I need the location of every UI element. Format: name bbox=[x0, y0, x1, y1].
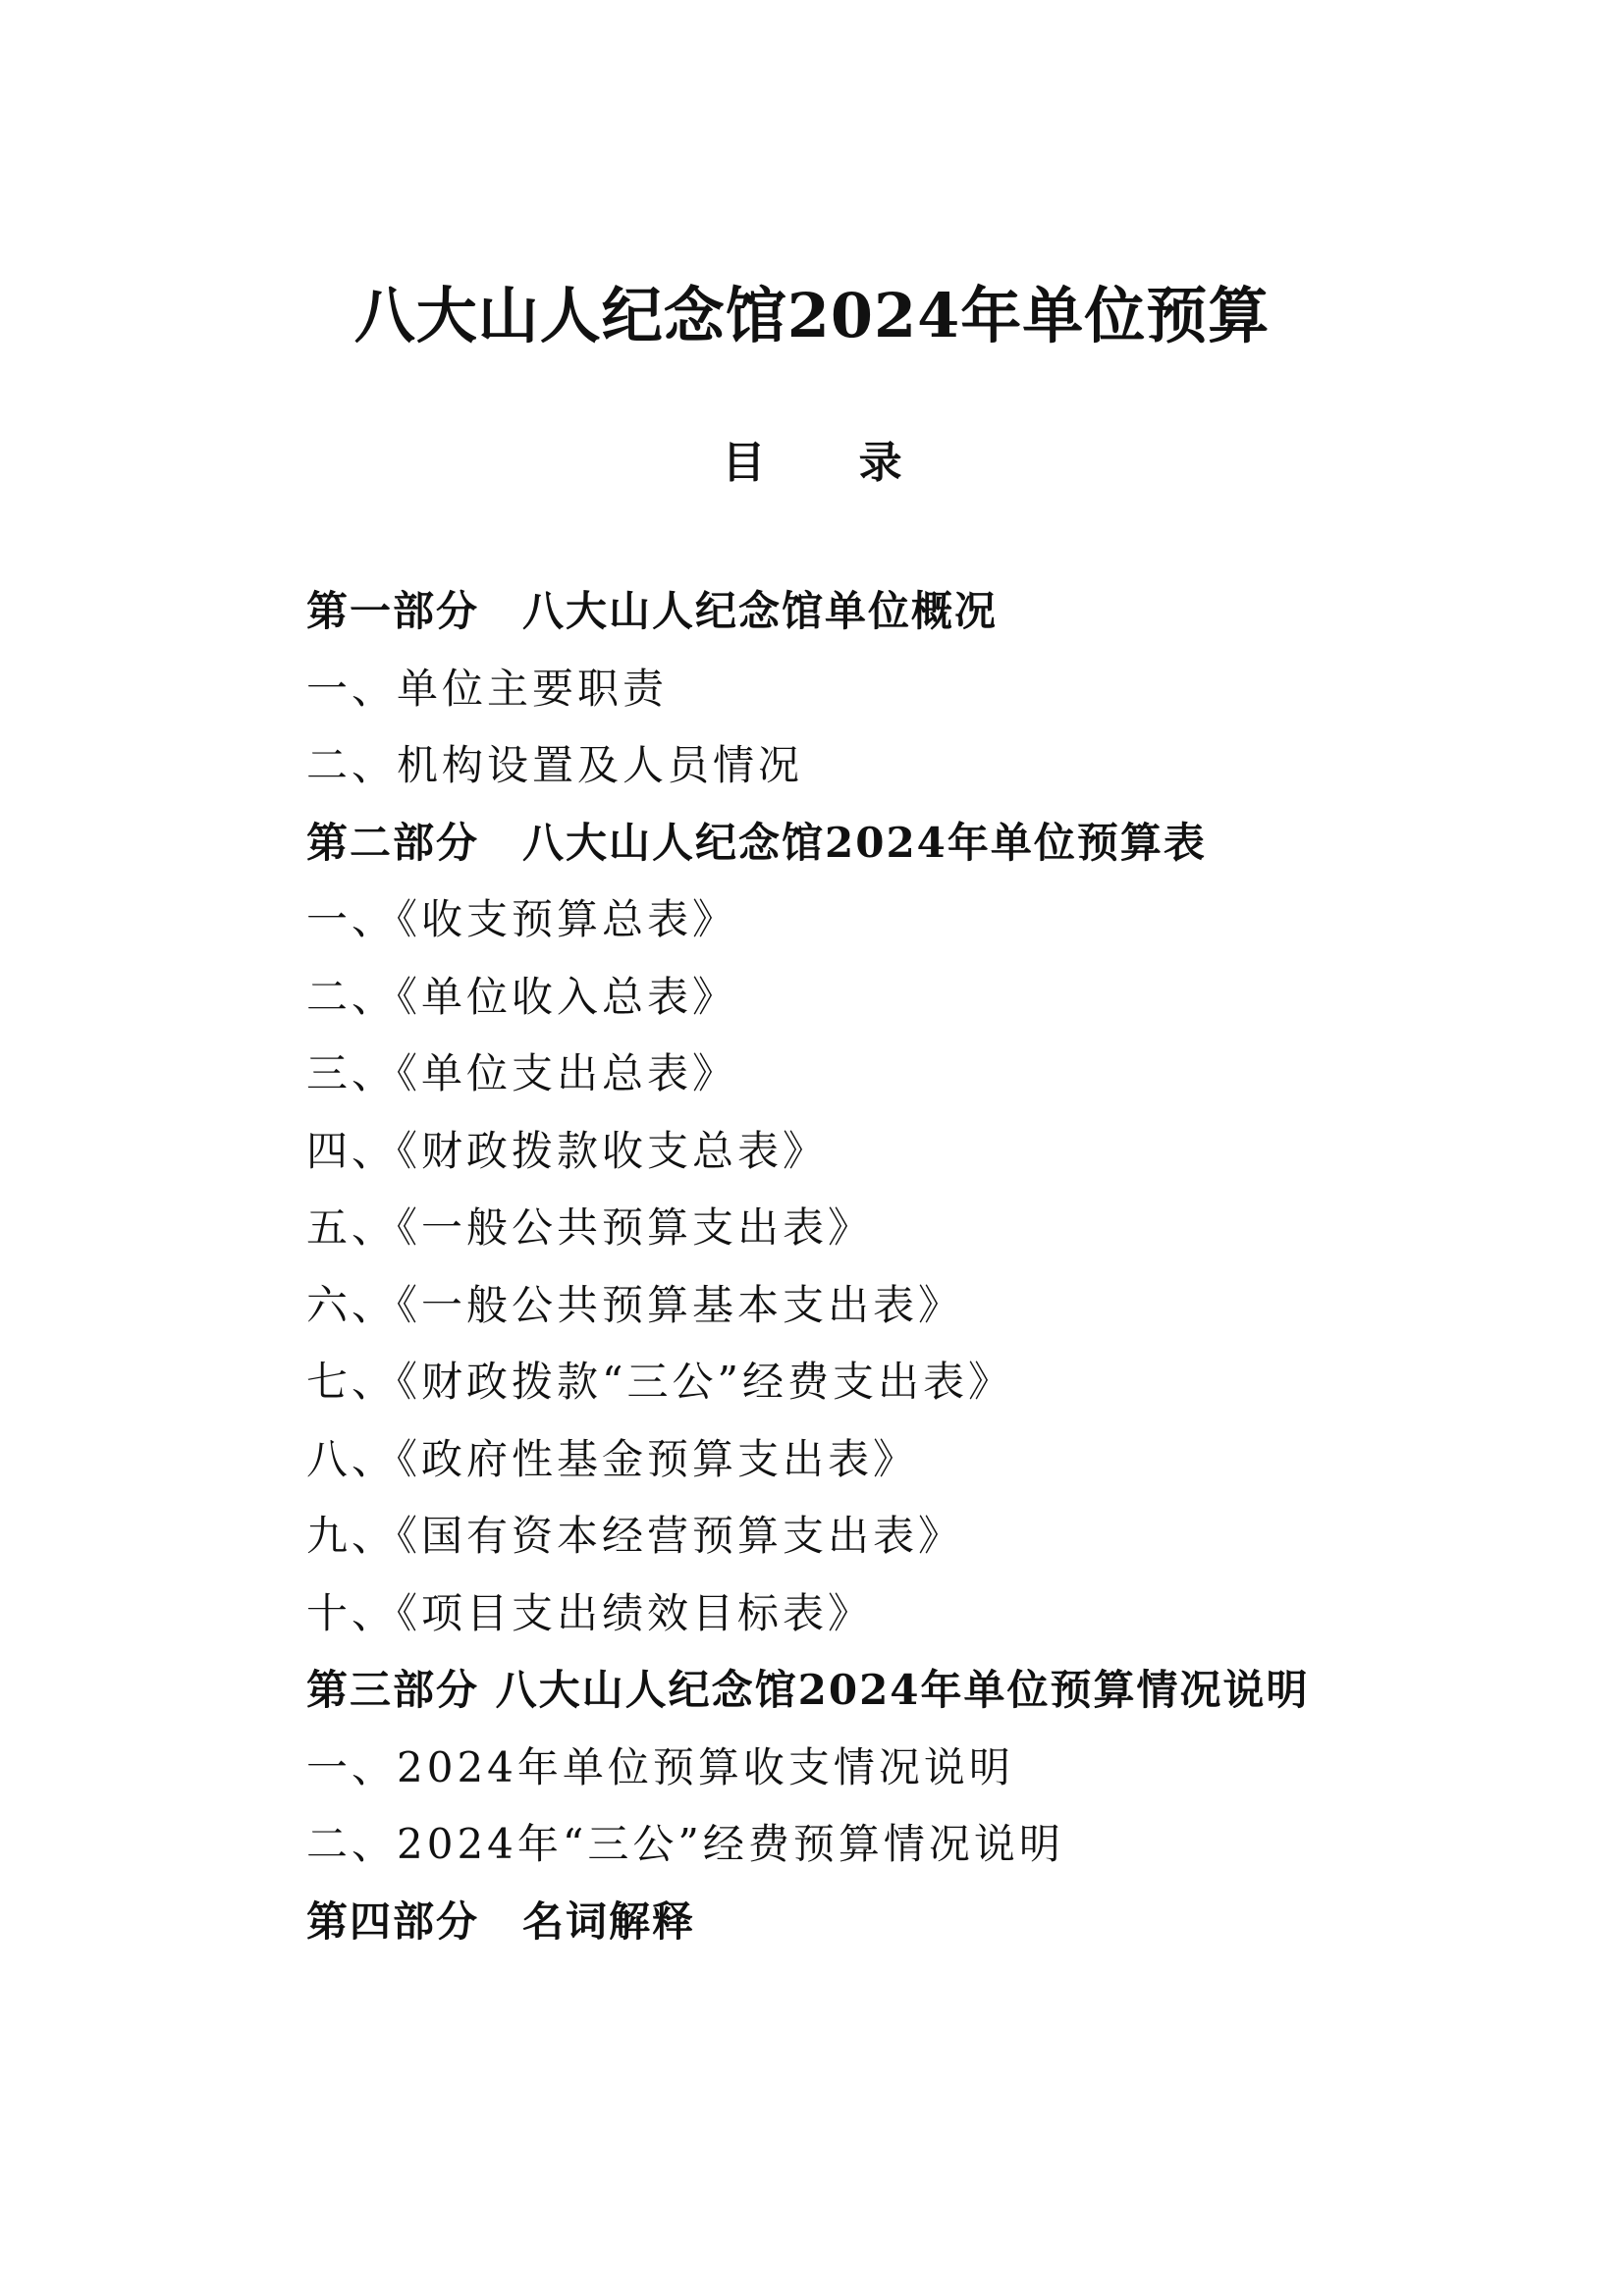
toc-part-heading: 第一部分 八大山人纪念馆单位概况 bbox=[306, 587, 999, 635]
toc-entry: 八、《政府性基金预算支出表》 bbox=[306, 1434, 919, 1483]
document-title: 八大山人纪念馆2024年单位预算 bbox=[353, 280, 1271, 351]
toc-entry: 五、《一般公共预算支出表》 bbox=[306, 1203, 874, 1252]
toc-entry: 七、《财政拨款“三公”经费支出表》 bbox=[306, 1358, 1013, 1406]
toc-part-heading: 第四部分 名词解释 bbox=[306, 1896, 696, 1946]
toc-entry: 三、《单位支出总表》 bbox=[306, 1049, 738, 1097]
toc-entry: 一、单位主要职责 bbox=[306, 664, 669, 713]
toc-part-heading: 第二部分 八大山人纪念馆2024年单位预算表 bbox=[306, 818, 1207, 867]
toc-entry: 二、《单位收入总表》 bbox=[306, 972, 738, 1021]
toc-entry: 一、2024年单位预算收支情况说明 bbox=[306, 1742, 1014, 1791]
toc-entry: 一、《收支预算总表》 bbox=[306, 895, 738, 943]
table-of-contents bbox=[306, 573, 1485, 1960]
toc-entry: 二、2024年“三公”经费预算情况说明 bbox=[306, 1820, 1064, 1868]
toc-entry: 六、《一般公共预算基本支出表》 bbox=[306, 1280, 964, 1329]
toc-entry: 九、《国有资本经营预算支出表》 bbox=[306, 1512, 964, 1560]
toc-entry: 四、《财政拨款收支总表》 bbox=[306, 1126, 829, 1175]
toc-entry: 十、《项目支出绩效目标表》 bbox=[306, 1588, 874, 1637]
toc-part-heading: 第三部分 八大山人纪念馆2024年单位预算情况说明 bbox=[306, 1666, 1310, 1714]
toc-heading: 目 录 bbox=[722, 438, 942, 488]
toc-entry: 二、机构设置及人员情况 bbox=[306, 741, 804, 789]
